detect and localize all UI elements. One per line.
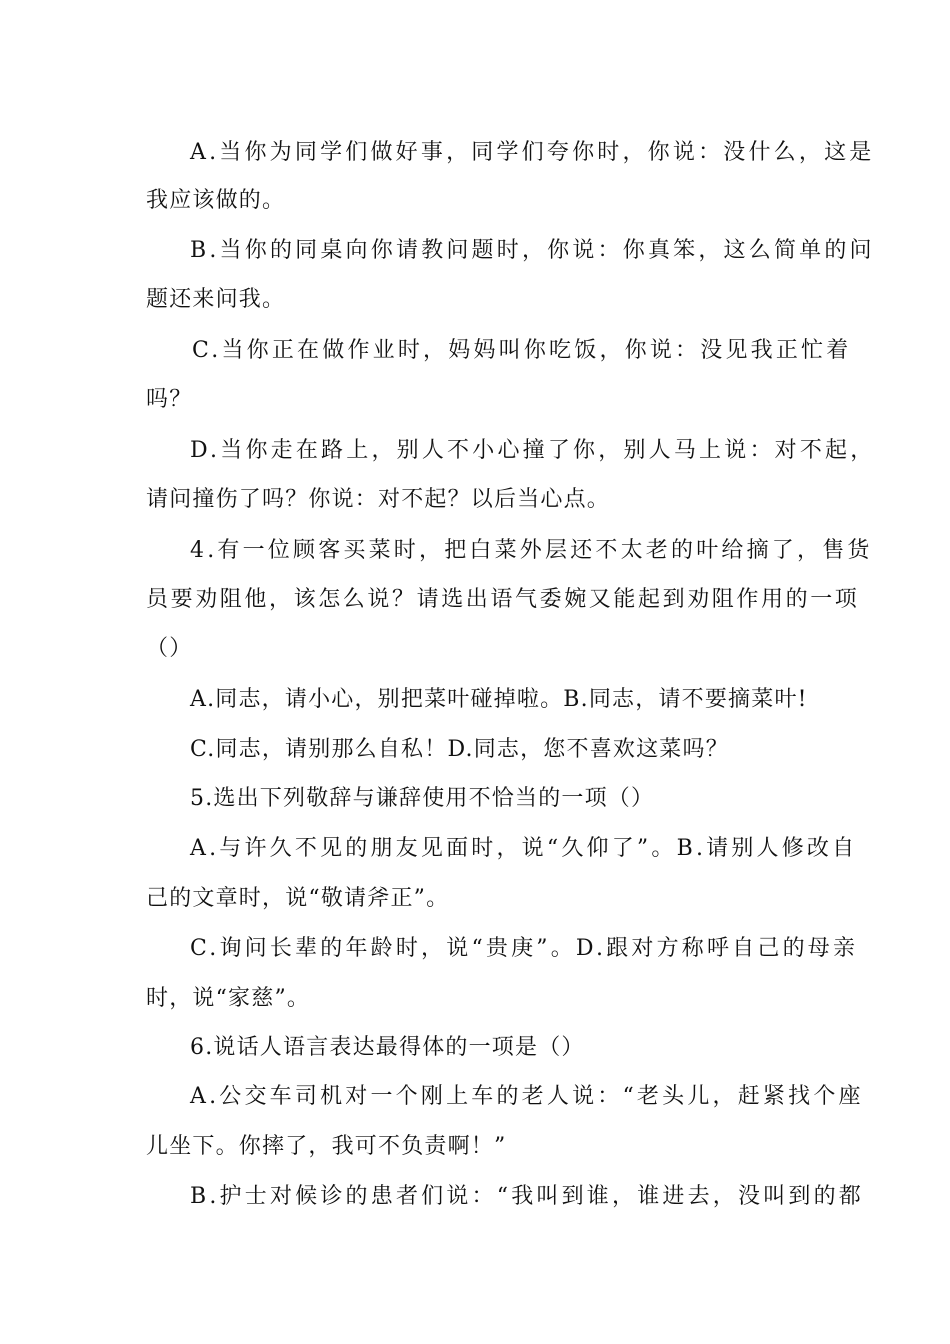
text-line: C.询问长辈的年龄时，说“贵庚”。D.跟对方称呼自己的母亲 bbox=[190, 936, 859, 961]
text-line: 4.有一位顾客买菜时，把白菜外层还不太老的叶给摘了，售货 bbox=[190, 538, 873, 563]
text-line: 时，说“家慈”。 bbox=[146, 986, 311, 1011]
text-line: A.与许久不见的朋友见面时，说“久仰了”。B.请别人修改自 bbox=[190, 836, 858, 861]
text-line: A.当你为同学们做好事，同学们夸你时，你说：没什么，这是 bbox=[190, 140, 875, 165]
text-line: C.同志，请别那么自私！D.同志，您不喜欢这菜吗？ bbox=[190, 737, 729, 762]
text-line: 5.选出下列敬辞与谦辞使用不恰当的一项（） bbox=[190, 786, 655, 811]
text-line: 吗？ bbox=[146, 387, 193, 412]
text-line: 6.说话人语言表达最得体的一项是（） bbox=[190, 1035, 585, 1060]
text-line: 儿坐下。你摔了，我可不负责啊！” bbox=[146, 1134, 507, 1159]
text-line: D.当你走在路上，别人不小心撞了你，别人马上说：对不起， bbox=[190, 438, 876, 463]
text-line: （） bbox=[146, 636, 193, 661]
text-line: A.公交车司机对一个刚上车的老人说：“老头儿，赶紧找个座 bbox=[190, 1084, 864, 1109]
text-line: B.当你的同桌向你请教问题时，你说：你真笨，这么简单的问 bbox=[190, 238, 875, 263]
text-line: 我应该做的。 bbox=[146, 188, 286, 213]
text-line: A.同志，请小心，别把菜叶碰掉啦。B.同志，请不要摘菜叶! bbox=[190, 687, 808, 712]
text-line: C.当你正在做作业时，妈妈叫你吃饭，你说：没见我正忙着 bbox=[192, 338, 852, 363]
text-line: 己的文章时，说“敬请斧正”。 bbox=[146, 886, 450, 911]
text-line: B.护士对候诊的患者们说：“我叫到谁，谁进去，没叫到的都 bbox=[190, 1184, 865, 1209]
text-line: 员要劝阻他，该怎么说？请选出语气委婉又能起到劝阻作用的一项 bbox=[146, 587, 860, 612]
text-line: 请问撞伤了吗？你说：对不起？以后当心点。 bbox=[146, 487, 611, 512]
text-line: 题还来问我。 bbox=[146, 287, 286, 312]
